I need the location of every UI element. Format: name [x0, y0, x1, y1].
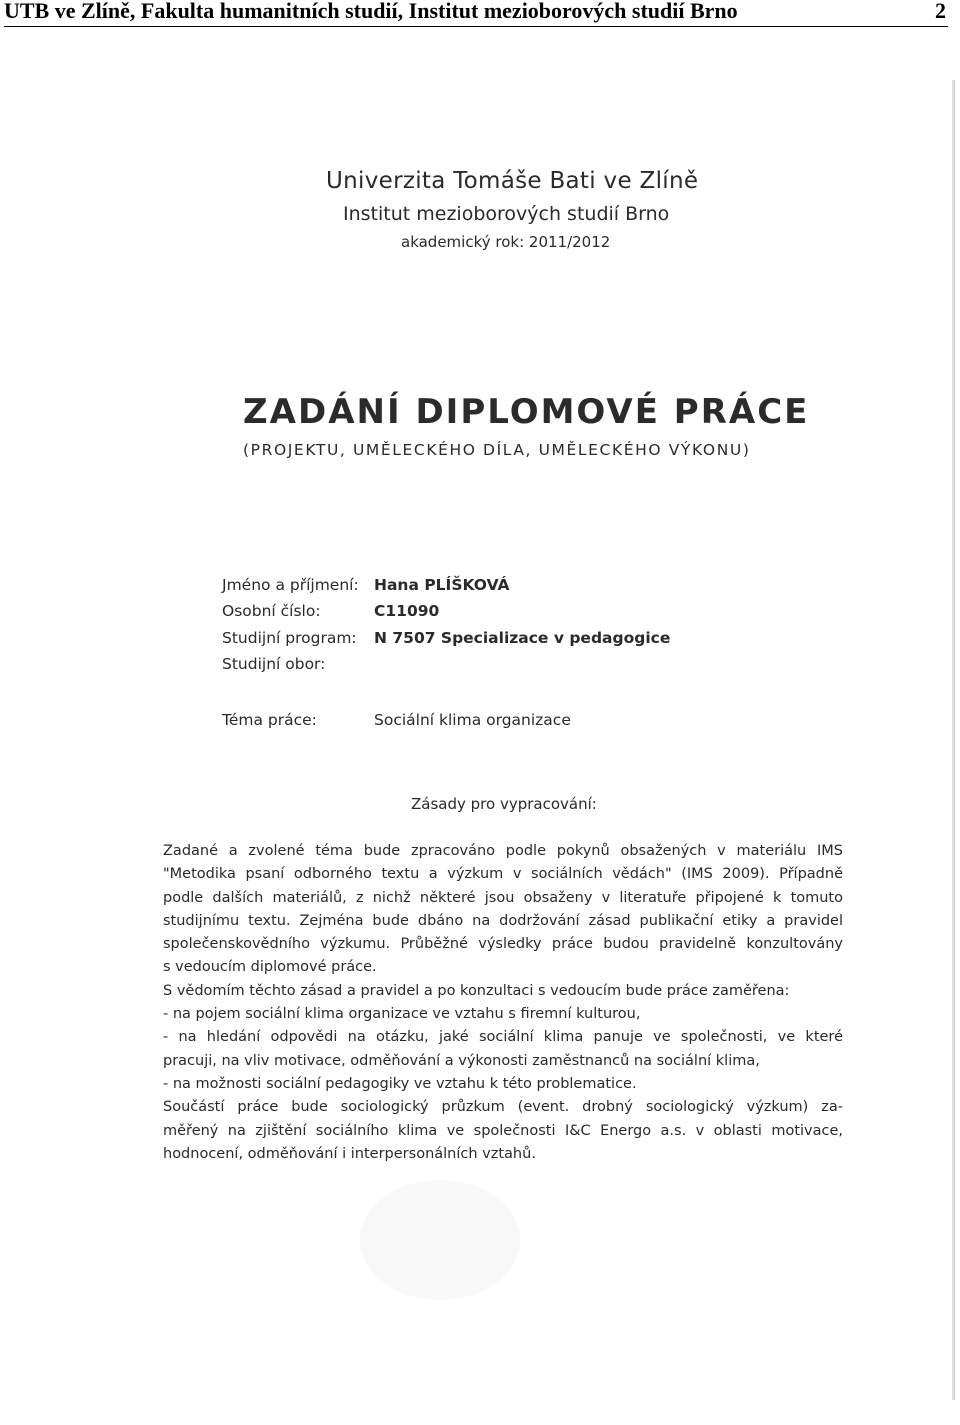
personal-id-value: C11090	[374, 602, 440, 620]
body-line: Součástí práce bude sociologický průzkum (event. drobný sociologický výzkum) za-	[163, 1099, 843, 1116]
topic-label: Téma práce:	[222, 711, 317, 729]
document-subtitle: (PROJEKTU, UMĚLECKÉHO DÍLA, UMĚLECKÉHO VÝKONU)	[243, 441, 751, 459]
body-line: - na hledání odpovědi na otázku, jaké sociální klima panuje ve společnosti, ve které	[163, 1029, 843, 1046]
body-line: "Metodika psaní odborného textu a výzkum v sociálních vědách" (IMS 2009). Případně	[163, 866, 843, 883]
topic-value: Sociální klima organizace	[374, 711, 571, 729]
personal-id-label: Osobní číslo:	[222, 602, 321, 620]
name-label: Jméno a příjmení:	[222, 576, 359, 594]
body-line: měřený na zjištění sociálního klima ve společnosti I&C Energo a.s. v oblasti motivace,	[163, 1122, 843, 1139]
university-name: Univerzita Tomáše Bati ve Zlíně	[326, 168, 699, 194]
page-number: 2	[935, 0, 946, 23]
study-program-value: N 7507 Specializace v pedagogice	[374, 629, 671, 647]
body-line: pracuji, na vliv motivace, odměňování a výkonosti zaměstnanců na sociální klima,	[163, 1052, 760, 1069]
body-line: S vědomím těchto zásad a pravidel a po konzultaci s vedoucím bude práce zaměřena:	[163, 982, 790, 999]
body-line: podle dalších materiálů, z nichž některé jsou obsaženy v literatuře připojené k tomuto	[163, 889, 843, 906]
name-value: Hana PLÍŠKOVÁ	[374, 576, 510, 594]
body-line: s vedoucím diplomové práce.	[163, 959, 377, 976]
running-header-title: UTB ve Zlíně, Fakulta humanitních studií, Institut mezioborových studií Brno	[4, 0, 738, 23]
principles-body	[163, 840, 843, 1166]
body-line: - na pojem sociální klima organizace ve vztahu s firemní kulturou,	[163, 1006, 641, 1023]
study-program-label: Studijní program:	[222, 629, 357, 647]
body-line: - na možnosti sociální pedagogiky ve vztahu k této problematice.	[163, 1075, 637, 1092]
academic-year: akademický rok: 2011/2012	[401, 233, 611, 251]
institute-name: Institut mezioborových studií Brno	[343, 203, 670, 225]
body-line: společenskovědního výzkumu. Průběžné výsledky práce budou pravidelně konzultovány	[163, 936, 843, 953]
body-line: Zadané a zvolené téma bude zpracováno podle pokynů obsažených v materiálu IMS	[163, 843, 843, 859]
body-line: studijnímu textu. Zejména bude dbáno na dodržování zásad publikační etiky a pravidel	[163, 912, 843, 929]
scan-smudge	[360, 1180, 520, 1300]
document-title: ZADÁNÍ DIPLOMOVÉ PRÁCE	[243, 392, 810, 432]
principles-heading: Zásady pro vypracování:	[411, 795, 597, 813]
study-field-label: Studijní obor:	[222, 655, 326, 673]
body-line: hodnocení, odměňování i interpersonálních vztahů.	[163, 1145, 536, 1162]
